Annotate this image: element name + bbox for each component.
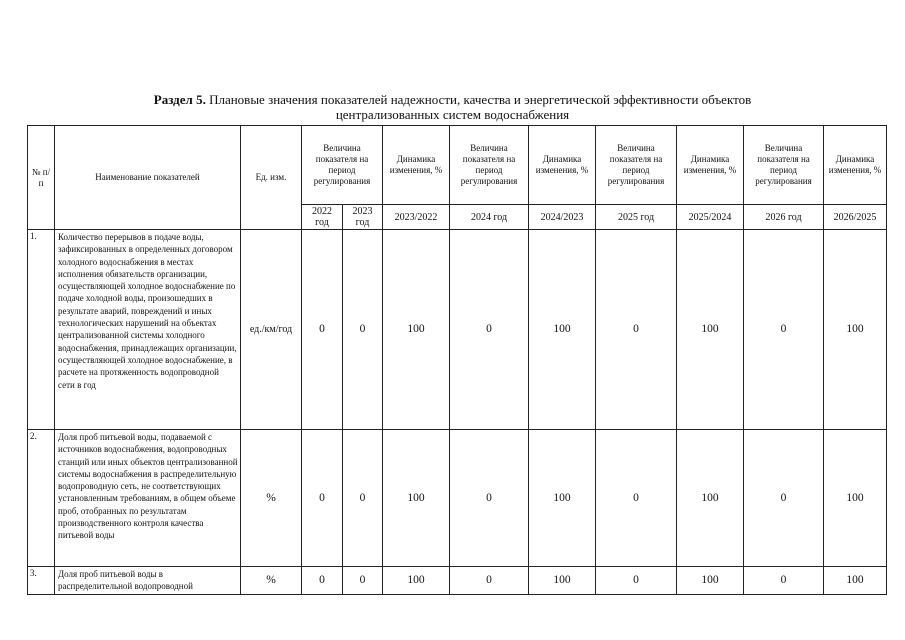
row-dynamics-2023: 100 xyxy=(383,567,450,595)
table-row xyxy=(28,567,887,595)
row-value-2026: 0 xyxy=(744,567,824,595)
row-dynamics-2026: 100 xyxy=(824,567,887,595)
row-value-2023: 0 xyxy=(343,230,383,430)
header-value-2025: Величина показателя на период регулирования xyxy=(596,126,677,205)
row-value-2023: 0 xyxy=(343,430,383,567)
row-value-2022: 0 xyxy=(302,567,343,595)
subheader-2024-2023: 2024/2023 xyxy=(529,205,596,230)
row-dynamics-2023: 100 xyxy=(383,230,450,430)
row-value-2024: 0 xyxy=(450,230,529,430)
subheader-2022: 2022 год xyxy=(302,205,343,230)
row-dynamics-2026: 100 xyxy=(824,230,887,430)
header-dynamics-2: Динамика изменения, % xyxy=(529,126,596,205)
row-dynamics-2024: 100 xyxy=(529,567,596,595)
row-value-2022: 0 xyxy=(302,230,343,430)
header-dynamics-1: Динамика изменения, % xyxy=(383,126,450,205)
subheader-2023-2022: 2023/2022 xyxy=(383,205,450,230)
row-value-2026: 0 xyxy=(744,230,824,430)
subheader-2026: 2026 год xyxy=(744,205,824,230)
row-unit: % xyxy=(241,430,302,567)
row-indicator-name: Доля проб питьевой воды, подаваемой с источников водоснабжения, водопроводных станций или иных объектов централизованной системы водоснабжения в распределительную водопроводную сеть, не соответствующих установленным требованиям, в общем объеме проб, отобранных по результатам производственного контроля качества питьевой воды xyxy=(55,430,241,567)
subheader-2025-2024: 2025/2024 xyxy=(677,205,744,230)
header-name: Наименование показателей xyxy=(55,126,241,230)
indicators-table xyxy=(27,125,887,595)
row-unit: % xyxy=(241,567,302,595)
row-dynamics-2024: 100 xyxy=(529,230,596,430)
table-row xyxy=(28,230,887,430)
row-dynamics-2023: 100 xyxy=(383,430,450,567)
header-value-reg: Величина показателя на период регулирования xyxy=(302,126,383,205)
header-value-2026: Величина показателя на период регулирования xyxy=(744,126,824,205)
row-value-2024: 0 xyxy=(450,567,529,595)
row-value-2024: 0 xyxy=(450,430,529,567)
row-value-2022: 0 xyxy=(302,430,343,567)
row-dynamics-2024: 100 xyxy=(529,430,596,567)
subheader-2024: 2024 год xyxy=(450,205,529,230)
header-value-2024: Величина показателя на период регулирования xyxy=(450,126,529,205)
table-row xyxy=(28,430,887,567)
row-value-2025: 0 xyxy=(596,567,677,595)
section-title-text: Плановые значения показателей надежности, качества и энергетической эффективности объектов xyxy=(205,92,752,107)
row-dynamics-2025: 100 xyxy=(677,430,744,567)
row-value-2025: 0 xyxy=(596,230,677,430)
row-dynamics-2025: 100 xyxy=(677,230,744,430)
header-dynamics-3: Динамика изменения, % xyxy=(677,126,744,205)
row-indicator-name: Количество перерывов в подаче воды, зафиксированных в определенных договором холодного водоснабжения в местах исполнения обязательств организации, осуществляющей холодное водоснабжение по подаче холодной воды, произошедших в результате аварий, повреждений и иных технологических нарушений на объектах централизованной системы холодного водоснабжения, принадлежащих организации, осуществляющей холодное водоснабжение, в расчете на протяженность водопроводной сети в год xyxy=(55,230,241,430)
row-num: 2. xyxy=(28,430,55,567)
header-row xyxy=(28,126,887,205)
section-number: Раздел 5. xyxy=(153,92,206,107)
section-title-line1 xyxy=(0,92,905,107)
section-title xyxy=(0,92,905,122)
row-indicator-name: Доля проб питьевой воды в распределительной водопроводной xyxy=(55,567,241,595)
row-value-2023: 0 xyxy=(343,567,383,595)
subheader-2025: 2025 год xyxy=(596,205,677,230)
subheader-2023: 2023 год xyxy=(343,205,383,230)
subheader-2026-2025: 2026/2025 xyxy=(824,205,887,230)
row-unit: ед./км/год xyxy=(241,230,302,430)
header-dynamics-4: Динамика изменения, % xyxy=(824,126,887,205)
row-num: 1. xyxy=(28,230,55,430)
section-title-line2: централизованных систем водоснабжения xyxy=(335,107,570,122)
header-unit: Ед. изм. xyxy=(241,126,302,230)
header-num: № п/п xyxy=(28,126,55,230)
row-value-2026: 0 xyxy=(744,430,824,567)
row-value-2025: 0 xyxy=(596,430,677,567)
row-dynamics-2025: 100 xyxy=(677,567,744,595)
row-num: 3. xyxy=(28,567,55,595)
row-dynamics-2026: 100 xyxy=(824,430,887,567)
